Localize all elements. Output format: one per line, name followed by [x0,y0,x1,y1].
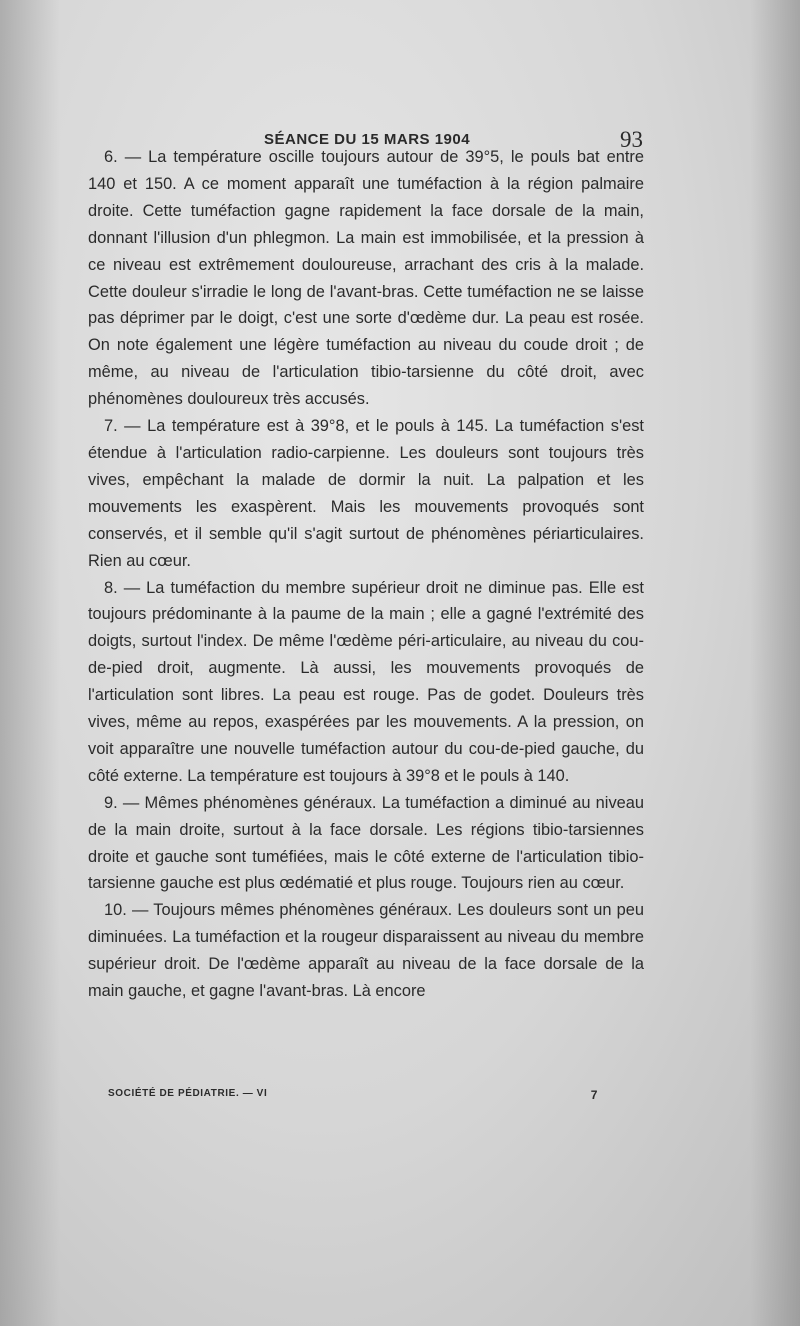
signature-line: SOCIÉTÉ DE PÉDIATRIE. — VI [108,1088,268,1099]
signature-mark: 7 [590,1088,598,1102]
paragraph-day-6: 6. — La température oscille toujours autour de 39°5, le pouls bat entre 140 et 150. A ce moment apparaît une tuméfaction à la région palmaire droite. Cette tuméfaction gagne rapidement la face dorsale de la main, donnant l'illusion d'un phlegmon. La main est immobilisée, et la pression à ce niveau est extrêmement douloureuse, arrachant des cris à la malade. Cette douleur s'irradie le long de l'avant-bras. Cette tuméfaction ne se laisse pas déprimer par le doigt, c'est une sorte d'œdème dur. La peau est rosée. On note également une légère tuméfaction au niveau du coude droit ; de même, au niveau de l'articulation tibio-tarsienne du côté droit, avec phénomènes douloureux très accusés. [88,148,644,409]
paragraph-day-8: 8. — La tuméfaction du membre supérieur droit ne diminue pas. Elle est toujours prédominante à la paume de la main ; elle a gagné l'extrémité des doigts, surtout l'index. De même l'œdème péri-articulaire, au niveau du cou-de-pied droit, augmente. Là aussi, les mouvements provoqués de l'articulation sont libres. La peau est rouge. Pas de godet. Douleurs très vives, même au repos, exaspérées par les mouvements. A la pression, on voit apparaître une nouvelle tuméfaction autour du cou-de-pied gauche, du côté externe. La température est toujours à 39°8 et le pouls à 140. [88,578,644,785]
page-number: 93 [620,127,643,152]
body-text [88,144,644,1005]
paragraph-day-7: 7. — La température est à 39°8, et le pouls à 145. La tuméfaction s'est étendue à l'articulation radio-carpienne. Les douleurs sont toujours très vives, empêchant la malade de dormir la nuit. La palpation et les mouvements les exaspèrent. Mais les mouvements provoqués sont conservés, et il semble qu'il s'agit surtout de phénomènes périarticulaires. Rien au cœur. [88,417,644,570]
paragraph-day-10: 10. — Toujours mêmes phénomènes généraux. Les douleurs sont un peu diminuées. La tuméfaction et la rougeur disparaissent au niveau du membre supérieur droit. De l'œdème apparaît au niveau de la face dorsale de la main gauche, et gagne l'avant-bras. Là encore [88,901,644,1001]
running-head: SÉANCE DU 15 MARS 1904 [264,131,471,148]
paragraph-day-9: 9. — Mêmes phénomènes généraux. La tuméfaction a diminué au niveau de la main droite, surtout à la face dorsale. Les régions tibio-tarsiennes droite et gauche sont tuméfiées, mais le côté externe de l'articulation tibio-tarsienne gauche est plus œdématié et plus rouge. Toujours rien au cœur. [88,793,644,893]
page-footer [108,1088,608,1106]
